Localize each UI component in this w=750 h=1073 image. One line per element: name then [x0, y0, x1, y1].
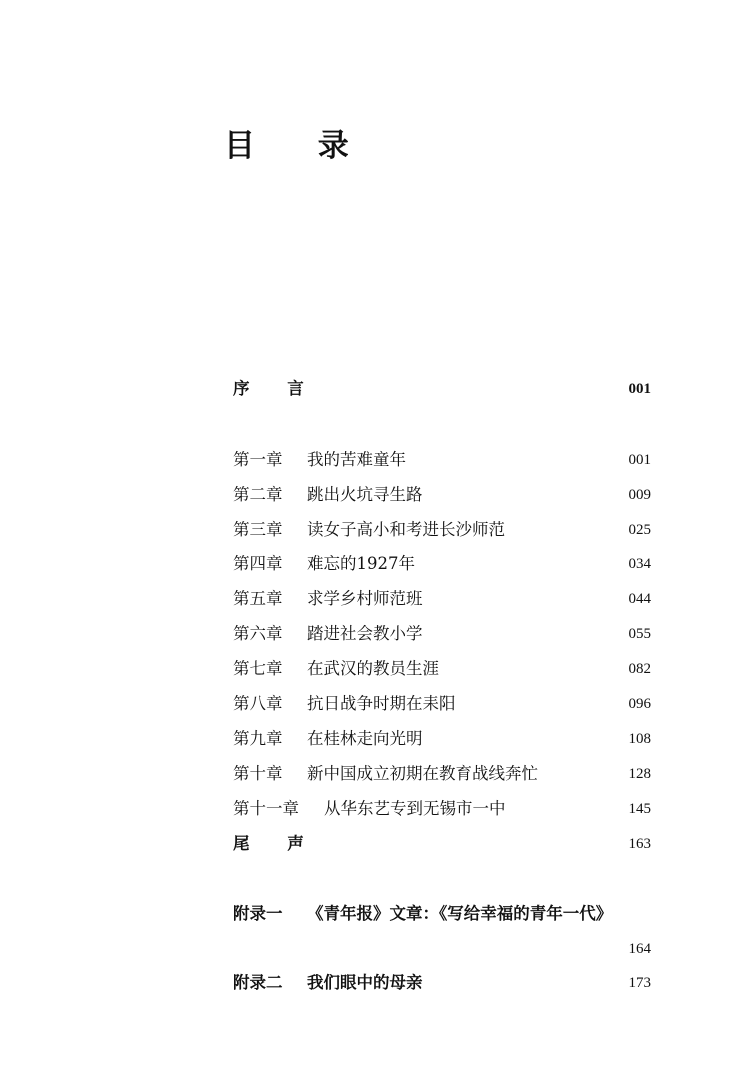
chapter-number: 第二章	[233, 485, 283, 504]
chapter-number: 第六章	[233, 624, 283, 643]
appendix-number: 附录一	[233, 904, 283, 923]
toc-entry-label: 尾 声	[233, 834, 320, 853]
toc-entry-chapter-6[interactable]	[233, 622, 651, 646]
appendix-title: 《青年报》文章：《写给幸福的青年一代》	[307, 904, 613, 923]
toc-entry-chapter-10[interactable]	[233, 762, 651, 786]
chapter-page: 025	[628, 522, 651, 538]
chapter-number: 第五章	[233, 589, 283, 608]
toc-entry-chapter-9[interactable]	[233, 727, 651, 751]
chapter-number: 第三章	[233, 520, 283, 539]
chapter-page: 082	[628, 661, 651, 677]
toc-entry-chapter-2[interactable]	[233, 483, 651, 507]
appendix-page: 173	[628, 975, 651, 991]
chapter-page: 044	[628, 591, 651, 607]
toc-entry-epilogue[interactable]	[233, 832, 651, 856]
toc-entry-chapter-3[interactable]	[233, 518, 651, 542]
chapter-number: 第七章	[233, 659, 283, 678]
chapter-page: 009	[628, 487, 651, 503]
toc-entry-page: 163	[628, 836, 651, 852]
chapter-title: 读女子高小和考进长沙师范	[307, 520, 505, 539]
chapter-page: 108	[628, 731, 651, 747]
chapter-title: 难忘的1927年	[307, 554, 415, 573]
chapter-number: 第四章	[233, 554, 283, 573]
chapter-page: 055	[628, 626, 651, 642]
chapter-number: 第八章	[233, 694, 283, 713]
chapter-number: 第九章	[233, 729, 283, 748]
toc-entry-chapter-4[interactable]	[233, 552, 651, 576]
toc-entry-chapter-11[interactable]	[233, 797, 651, 821]
chapter-title: 从华东艺专到无锡市一中	[324, 799, 506, 818]
chapter-title: 求学乡村师范班	[307, 589, 423, 608]
toc-entry-chapter-8[interactable]	[233, 692, 651, 716]
chapter-page: 034	[628, 556, 651, 572]
appendix-1-page: 164	[628, 941, 651, 957]
appendix-number: 附录二	[233, 973, 283, 992]
chapter-number: 第十章	[233, 764, 283, 783]
chapter-title: 在武汉的教员生涯	[307, 659, 439, 678]
toc-entry-chapter-1[interactable]	[233, 448, 651, 472]
chapter-title: 新中国成立初期在教育战线奔忙	[307, 764, 538, 783]
chapter-title: 踏进社会教小学	[307, 624, 423, 643]
toc-entry-appendix-1[interactable]	[233, 902, 651, 926]
chapter-title: 在桂林走向光明	[307, 729, 423, 748]
toc-entry-label: 序 言	[233, 379, 320, 398]
page-title: 目 录	[224, 128, 375, 164]
chapter-page: 096	[628, 696, 651, 712]
chapter-title: 跳出火坑寻生路	[307, 485, 423, 504]
toc-entry-chapter-7[interactable]	[233, 657, 651, 681]
chapter-title: 我的苦难童年	[307, 450, 406, 469]
toc-entry-appendix-2[interactable]	[233, 971, 651, 995]
toc-entry-preface[interactable]	[233, 377, 651, 401]
chapter-page: 145	[628, 801, 651, 817]
chapter-number: 第一章	[233, 450, 283, 469]
chapter-title: 抗日战争时期在耒阳	[307, 694, 456, 713]
appendix-title: 我们眼中的母亲	[307, 973, 423, 992]
chapter-number: 第十一章	[233, 799, 299, 818]
toc-entry-page: 001	[628, 381, 651, 397]
chapter-page: 128	[628, 766, 651, 782]
chapter-page: 001	[628, 452, 651, 468]
toc-entry-chapter-5[interactable]	[233, 587, 651, 611]
